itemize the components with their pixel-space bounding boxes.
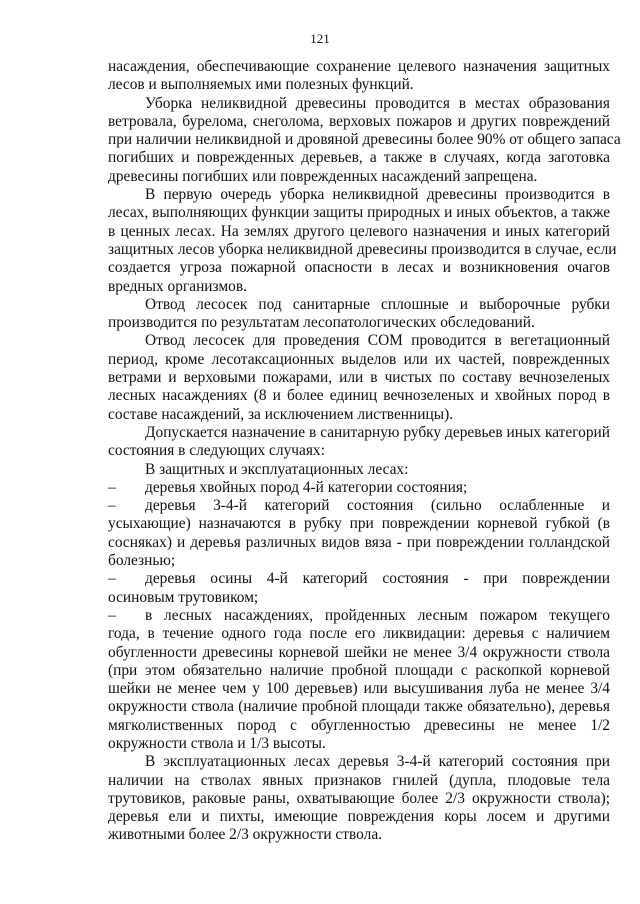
text-line — [108, 826, 610, 844]
text-line — [108, 186, 610, 204]
line-text: Отвод лесосек под санитарные сплошные и выборочные рубки — [145, 295, 610, 313]
text-line — [108, 589, 610, 607]
text-line — [108, 644, 610, 662]
line-text: усыхающие) назначаются в рубку при повреждении корневой губкой (в — [108, 515, 610, 533]
line-text: деревья хвойных пород 4-й категории состояния; — [145, 478, 468, 496]
line-text: обугленности древесины корневой шейки не менее 3/4 окружности ствола — [108, 643, 610, 661]
list-item-line — [108, 497, 610, 515]
body-text — [108, 58, 621, 845]
text-line — [108, 735, 610, 753]
text-line — [108, 240, 617, 259]
line-text: защитных лесов уборка неликвидной древесины производится в случае, если — [108, 240, 617, 258]
text-line — [108, 552, 610, 570]
line-text: деревья 3-4-й категорий состояния (сильно ослабленные и — [145, 497, 610, 515]
text-line — [108, 58, 610, 76]
line-text: древесины погибших или поврежденных насаждений запрещена. — [108, 167, 538, 185]
line-text: В эксплуатационных лесах деревья 3-4-й категорий состояния при — [145, 753, 610, 771]
text-line — [108, 113, 610, 131]
line-text: составе насаждений, за исключением лиственницы). — [108, 405, 454, 423]
line-text: окружности ствола и 1/3 высоты. — [108, 734, 326, 752]
text-line — [108, 223, 610, 241]
text-line — [108, 461, 610, 479]
line-text: деревья ели и пихты, имеющие повреждения коры лосем и другими — [108, 808, 610, 826]
text-line — [108, 680, 610, 698]
text-line — [108, 442, 610, 460]
line-text: мягколиственных пород с обугленностью древесины не менее 1/2 — [108, 716, 610, 734]
line-text: при наличии неликвидной и дровяной древесины более 90% от общего запаса — [108, 131, 621, 149]
line-text: вредных организмов. — [108, 277, 247, 295]
line-text: лесов и выполняемых ими полезных функций. — [108, 76, 414, 94]
text-line — [108, 534, 610, 552]
line-text: Уборка неликвидной древесины проводится в местах образования — [145, 94, 610, 112]
list-dash: – — [108, 478, 116, 496]
text-line — [108, 351, 610, 369]
line-text: животными более 2/3 окружности ствола. — [108, 826, 382, 844]
text-line — [108, 369, 610, 387]
line-text: сосняках) и деревья различных видов вяза - при повреждении голландской — [108, 533, 610, 551]
list-item-line — [108, 479, 610, 497]
text-line — [108, 149, 610, 167]
line-text: деревья осины 4-й категорий состояния - при повреждении — [145, 570, 610, 588]
text-line — [108, 772, 610, 790]
line-text: Отвод лесосек для проведения СОМ проводится в вегетационный — [145, 332, 610, 350]
line-text: ветровала, бурелома, снеголома, верховых пожаров и других повреждений — [108, 112, 610, 130]
line-text: в лесных насаждениях, пройденных лесным пожаром текущего — [145, 606, 610, 624]
list-dash: – — [108, 606, 116, 624]
list-dash: – — [108, 497, 116, 515]
text-line — [108, 204, 610, 222]
line-text: года, в течение одного года после его ликвидации: деревья с наличием — [108, 625, 610, 643]
line-text: В защитных и эксплуатационных лесах: — [145, 460, 409, 478]
line-text: насаждения, обеспечивающие сохранение целевого назначения защитных — [108, 58, 610, 75]
text-line — [108, 790, 610, 808]
text-line — [108, 662, 610, 680]
line-text: наличии на стволах явных признаков гнилей (дупла, плодовые тела — [108, 771, 610, 789]
text-line — [108, 424, 610, 442]
text-line — [108, 698, 610, 716]
line-text: в ценных лесах. На землях другого целевого назначения и иных категорий — [108, 222, 610, 240]
page-number: 121 — [310, 31, 330, 46]
line-text: трутовиков, раковые раны, охватывающие более 2/3 окружности ствола); — [108, 789, 610, 807]
text-line — [108, 625, 610, 643]
line-text: создается угроза пожарной опасности в лесах и возникновения очагов — [108, 259, 610, 277]
text-line — [108, 131, 621, 149]
list-dash: – — [108, 570, 116, 588]
text-line — [108, 76, 610, 94]
line-text: болезнью; — [108, 552, 176, 570]
line-text: Допускается назначение в санитарную рубку деревьев иных категорий — [145, 423, 610, 441]
text-line — [108, 278, 610, 296]
line-text: В первую очередь уборка неликвидной древесины производится в — [145, 186, 610, 204]
line-text: лесных насаждениях (8 и более единиц вечнозеленых и хвойных пород в — [108, 387, 610, 405]
text-line — [108, 168, 610, 186]
line-text: (при этом обязательно наличие пробной площади с раскопкой корневой — [108, 661, 610, 679]
line-text: состояния в следующих случаях: — [108, 442, 325, 460]
line-text: ветрами и верховыми пожарами, или в чистых по составу вечнозеленых — [108, 369, 610, 387]
text-line — [108, 296, 610, 314]
line-text: лесах, выполняющих функции защиты природных и иных объектов, а также — [108, 204, 611, 222]
text-line — [108, 753, 610, 771]
line-text: производится по результатам лесопатологических обследований. — [108, 314, 535, 332]
list-item-line — [108, 570, 610, 588]
line-text: шейки не менее чем у 100 деревьев) или высушивания луба не менее 3/4 — [108, 680, 610, 698]
text-line — [108, 95, 610, 113]
line-text: осиновым трутовиком; — [108, 588, 259, 606]
line-text: погибших и поврежденных деревьев, а также в случаях, когда заготовка — [108, 149, 610, 167]
text-line — [108, 332, 610, 350]
text-line — [108, 717, 610, 735]
text-line — [108, 515, 610, 533]
list-item-line — [108, 607, 610, 625]
text-line — [108, 808, 610, 826]
text-line — [108, 387, 610, 405]
text-line — [108, 406, 610, 424]
line-text: период, кроме лесотаксационных выделов или их частей, поврежденных — [108, 350, 610, 368]
line-text: окружности ствола (наличие пробной площади также обязательно), деревья — [108, 698, 610, 716]
text-line — [108, 259, 610, 277]
text-line — [108, 314, 610, 332]
